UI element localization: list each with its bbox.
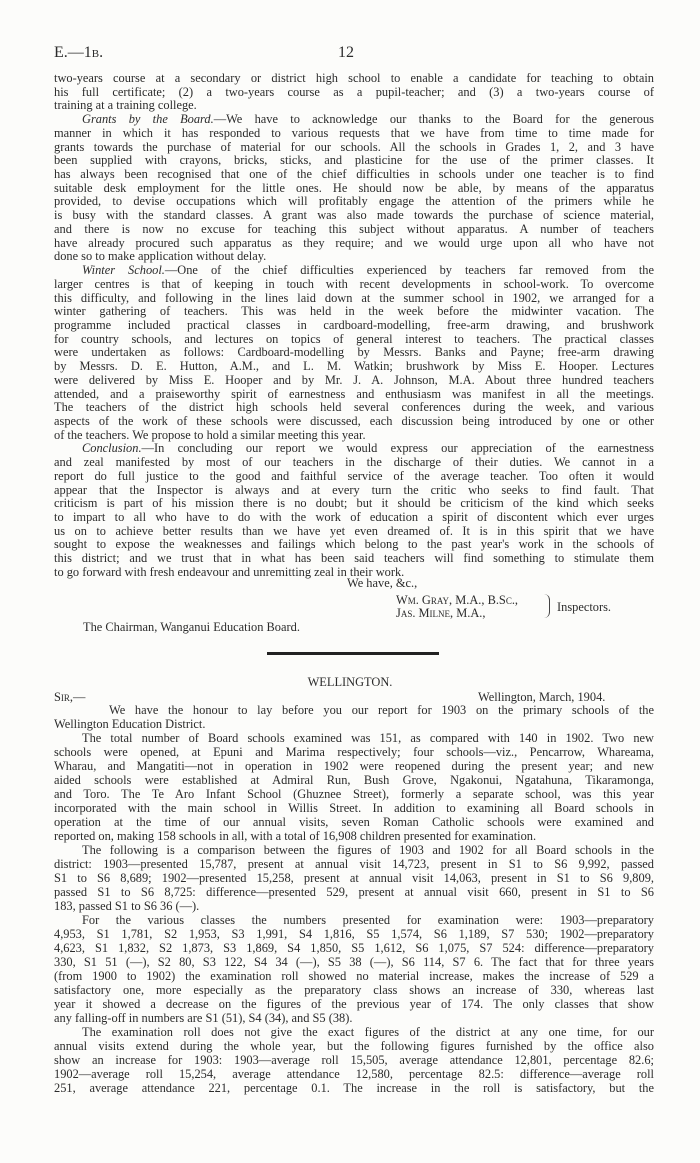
line-text: of the teachers. We propose to hold a similar meeting this year. <box>54 428 366 442</box>
paragraph-lead: Grants by the Board. <box>82 113 214 127</box>
text-line <box>54 223 654 237</box>
text-line <box>54 470 654 484</box>
text-line <box>54 1053 654 1067</box>
text-line <box>54 195 654 209</box>
line-text: programme included practical classes in cardboard-modelling, free-arm drawing, and brushwork <box>54 318 654 332</box>
text-line <box>54 264 654 278</box>
line-text: two-years course at a secondary or district high school to enable a candidate for teaching to obtain <box>54 72 654 85</box>
line-text: satisfactory one, more especially as the preparatory class shows an increase of 330, whereas last <box>54 983 654 997</box>
line-text: this difficulty, and following in the lines laid down at the summer school in 1902, we arranged for a <box>54 291 654 305</box>
text-line <box>54 787 654 801</box>
line-text: for country schools, and lectures on topics of general interest to teachers. The practical classes <box>54 332 654 346</box>
reference-prefix: E.—1 <box>54 44 92 61</box>
line-text: any falling-off in numbers are S1 (51), S4 (34), and S5 (38). <box>54 1011 353 1025</box>
line-text: report do full justice to the good and faithful service of the average teacher. Too often it would <box>54 469 654 483</box>
line-text: The following is a comparison between the figures of 1903 and 1902 for all Board schools in the <box>82 843 654 857</box>
line-text: his full certificate; (2) a two-years course as a pupil-teacher; and (3) a two-years course of <box>54 85 654 99</box>
line-text: passed S1 to S6 8,725: difference—presented 529, present at annual visit 660, present in S1 to S6 <box>54 885 654 899</box>
line-text: 1902—average roll 15,254, average attendance 12,580, percentage 82.5: difference—average roll <box>54 1067 654 1081</box>
line-text: 4,953, S1 1,781, S2 1,953, S3 1,991, S4 1,816, S5 1,574, S6 1,189, S7 530; 1902—preparatory <box>54 927 654 941</box>
line-text: show an increase for 1903: 1903—average roll 15,505, average attendance 12,801, percentage 82.6; <box>54 1053 654 1067</box>
line-text: have already procured such apparatus as they require; and we would urge upon all who have not <box>54 236 654 250</box>
text-line <box>54 815 654 829</box>
line-text: —We have to acknowledge our thanks to the Board for the generous <box>213 113 654 127</box>
text-line <box>54 99 654 113</box>
text-line <box>54 209 654 223</box>
text-line <box>54 127 654 141</box>
text-line <box>54 885 654 899</box>
text-line <box>54 113 654 127</box>
text-line <box>54 717 654 731</box>
line-text: larger centres is that of keeping in touch with recent developments in school-work. To overcome <box>54 277 654 291</box>
text-line <box>54 731 654 745</box>
line-text: —In concluding our report we would express our appreciation of the earnestness <box>141 442 654 456</box>
text-line <box>54 759 654 773</box>
line-text: winter gathering of teachers. This was held in the week before the midwinter vacation. The <box>54 305 654 319</box>
line-text: The total number of Board schools examined was 151, as compared with 140 in 1902. Two new <box>82 731 654 745</box>
line-text: S1 to S6 8,689; 1902—presented 15,258, present at annual visit 14,063, present in S1 to S6 9,809, <box>54 871 654 885</box>
line-text: year it showed a decrease on the figures of the previous year of 174. The only classes that show <box>54 997 654 1011</box>
section-divider <box>267 652 439 655</box>
text-line <box>54 497 654 511</box>
text-line <box>54 168 654 182</box>
text-line <box>54 278 654 292</box>
paragraph <box>54 913 654 1025</box>
addressee: The Chairman, Wanganui Education Board. <box>83 620 300 634</box>
paragraph-lead: Conclusion. <box>82 442 142 456</box>
line-text: and zeal manifested by most of our teachers in the discharge of their duties. We cannot in a <box>54 456 654 470</box>
wellington-report-body <box>54 703 654 1095</box>
paragraph <box>54 113 654 264</box>
text-line <box>54 415 654 429</box>
text-line <box>54 843 654 857</box>
text-line <box>54 305 654 319</box>
line-text: sought to expose the weaknesses and failings which belong to the past year's work in the schools of <box>54 538 654 552</box>
document-reference <box>54 44 103 62</box>
line-text: provided, to devise occupations which will profitably engage the attention of the primers while he <box>54 195 654 209</box>
text-line <box>54 941 654 955</box>
text-line <box>54 913 654 927</box>
line-text: to go forward with fresh endeavour and unremitting zeal in their work. <box>54 565 405 579</box>
text-line <box>54 154 654 168</box>
text-line <box>54 871 654 885</box>
line-text: The teachers of the district high schools held several conferences during the week, and various <box>54 401 654 415</box>
signatory-milne: Jas. Milne, M.A., <box>396 606 486 620</box>
paragraph-lead: Winter School. <box>82 264 165 278</box>
signatory-gray: Wm. Gray, M.A., B.Sc., <box>396 593 519 607</box>
line-text: The examination roll does not give the exact figures of the district at any one time, for our <box>82 1025 654 1039</box>
line-text: 4,623, S1 1,832, S2 1,873, S3 1,869, S4 1,850, S5 1,612, S6 1,075, S7 524: difference—preparatory <box>54 941 654 955</box>
line-text: We have the honour to lay before you our report for 1903 on the primary schools of the <box>109 703 654 717</box>
text-line <box>54 292 654 306</box>
text-line <box>54 773 654 787</box>
letter-dateline: Wellington, March, 1904. <box>478 690 606 704</box>
brace-icon <box>544 594 550 618</box>
text-line <box>54 182 654 196</box>
paragraph <box>54 264 654 442</box>
text-line <box>54 319 654 333</box>
line-text: is busy with the standard classes. A grant was also made towards the purchase of science material, <box>54 209 654 223</box>
line-text: grants towards the purchase of material for our schools. All the schools in Grades 1, 2, and 3 have <box>54 140 654 154</box>
paragraph <box>54 72 654 113</box>
text-line <box>54 927 654 941</box>
line-text: reported on, making 158 schools in all, with a total of 16,908 children presented for examination. <box>54 829 537 843</box>
line-text: 330, S1 51 (—), S2 80, S3 122, S4 34 (—), S5 38 (—), S6 114, S7 6. The fact that for three years <box>54 955 654 969</box>
line-text: and there is now no excuse for teaching this subject without apparatus. A number of teachers <box>54 222 654 236</box>
paragraph <box>54 731 654 843</box>
text-line <box>54 983 654 997</box>
line-text: criticism is part of his mission there is no doubt; but it should be criticism of the kind which seeks <box>54 497 654 511</box>
text-line <box>54 538 654 552</box>
text-line <box>54 374 654 388</box>
line-text: For the various classes the numbers presented for examination were: 1903—preparatory <box>82 913 654 927</box>
paragraph <box>54 442 654 579</box>
line-text: by Messrs. D. E. Hutton, A.M., and L. M. Watkin; brushwork by Miss E. Hooper. Lectures <box>54 360 654 374</box>
text-line <box>54 484 654 498</box>
text-line <box>54 346 654 360</box>
line-text: suitable desk employment for the little ones. He should now be able, by means of the apparatus <box>54 181 654 195</box>
line-text: appear that the Inspector is always and at every turn the critic who seeks to find fault. That <box>54 483 654 497</box>
text-line <box>54 1025 654 1039</box>
line-text: schools were opened, at Epuni and Marima respectively; four schools—viz., Pencarrow, Whareama, <box>54 745 654 759</box>
line-text: operation at the time of our annual visits, seven Roman Catholic schools were examined and <box>54 815 654 829</box>
line-text: —One of the chief difficulties experienced by teachers far removed from the <box>164 264 654 278</box>
text-line <box>54 745 654 759</box>
line-text: district: 1903—presented 15,787, present at annual visit 14,723, present in S1 to S6 9,992, passed <box>54 857 654 871</box>
text-line <box>54 525 654 539</box>
wanganui-report-body <box>54 72 654 580</box>
text-line <box>54 442 654 456</box>
line-text: and Toro. The Te Aro Infant School (Ghuznee Street), formerly a separate school, was this year <box>54 787 654 801</box>
line-text: incorporated with the main school in Willis Street. In addition to examining all Board schools in <box>54 801 654 815</box>
text-line <box>54 857 654 871</box>
text-line <box>54 552 654 566</box>
reference-suffix: b. <box>91 44 104 61</box>
text-line <box>54 1011 654 1025</box>
line-text: were undertaken as follows: Cardboard-modelling by Messrs. Banks and Payne; free-arm drawing <box>54 346 654 360</box>
text-line <box>54 969 654 983</box>
line-text: (from 1900 to 1902) the examination roll showed no material increase, makes the increase of 529 a <box>54 969 654 983</box>
line-text: to impart to all who have to do with the work of education a spirit of discontent which ever urges <box>54 511 654 524</box>
text-line <box>54 456 654 470</box>
line-text: this district; and we trust that in what has been said teachers will find something to stimulate them <box>54 552 654 566</box>
page-number: 12 <box>338 44 354 61</box>
text-line <box>54 333 654 347</box>
paragraph <box>54 703 654 731</box>
text-line <box>54 899 654 913</box>
text-line <box>54 86 654 100</box>
line-text: Wellington Education District. <box>54 717 206 731</box>
line-text: aided schools were established at Admiral Run, Bush Grove, Ngakonui, Ngatahuna, Tikaramonga, <box>54 773 654 787</box>
text-line <box>54 360 654 374</box>
line-text: 183, passed S1 to S6 36 (—). <box>54 899 200 913</box>
text-line <box>54 429 654 443</box>
line-text: us on to achieve better results than we have yet even dreamed of. It is in this spirit that we have <box>54 524 654 538</box>
paragraph <box>54 1025 654 1095</box>
text-line <box>54 1039 654 1053</box>
line-text: were delivered by Miss E. Hooper and by Mr. J. A. Johnson, M.A. About three hundred teachers <box>54 373 654 387</box>
text-line <box>54 511 654 525</box>
paragraph <box>54 843 654 913</box>
text-line <box>54 401 654 415</box>
line-text: aspects of the work of these schools were discussed, each discussion being introduced by one or other <box>54 414 654 428</box>
text-line <box>54 955 654 969</box>
text-line <box>54 250 654 264</box>
signatory-role: Inspectors. <box>557 600 612 614</box>
text-line <box>54 801 654 815</box>
line-text: annual visits extend during the whole year, but the following figures furnished by the office also <box>54 1039 654 1053</box>
closing-salutation: We have, &c., <box>347 576 418 590</box>
text-line <box>54 997 654 1011</box>
text-line <box>54 388 654 402</box>
line-text: manner in which it has responded to various requests that we have from time to time made for <box>54 126 654 140</box>
text-line <box>54 703 654 717</box>
text-line <box>54 72 654 86</box>
letter-salutation: Sir,— <box>54 690 86 704</box>
text-line <box>54 829 654 843</box>
line-text: training at a training college. <box>54 99 197 113</box>
text-line <box>54 141 654 155</box>
text-line <box>54 237 654 251</box>
text-line <box>54 1067 654 1081</box>
line-text: Wharau, and Mangatiti—not in operation in 1902 were reopened during the present year; and new <box>54 759 654 773</box>
section-heading: WELLINGTON. <box>307 675 393 689</box>
line-text: done so to make application without delay. <box>54 250 267 264</box>
line-text: attended, and a praiseworthy spirit of earnestness and enthusiasm was manifest in all the meetings. <box>54 387 654 401</box>
text-line <box>54 1081 654 1095</box>
line-text: 251, average attendance 221, percentage 0.1. The increase in the roll is satisfactory, but the <box>54 1081 654 1095</box>
line-text: has always been recognised that one of the chief difficulties in schools under one teacher is to find <box>54 168 654 182</box>
line-text: been supplied with crayons, bricks, sticks, and plasticine for the use of the primer classes. It <box>54 154 654 168</box>
